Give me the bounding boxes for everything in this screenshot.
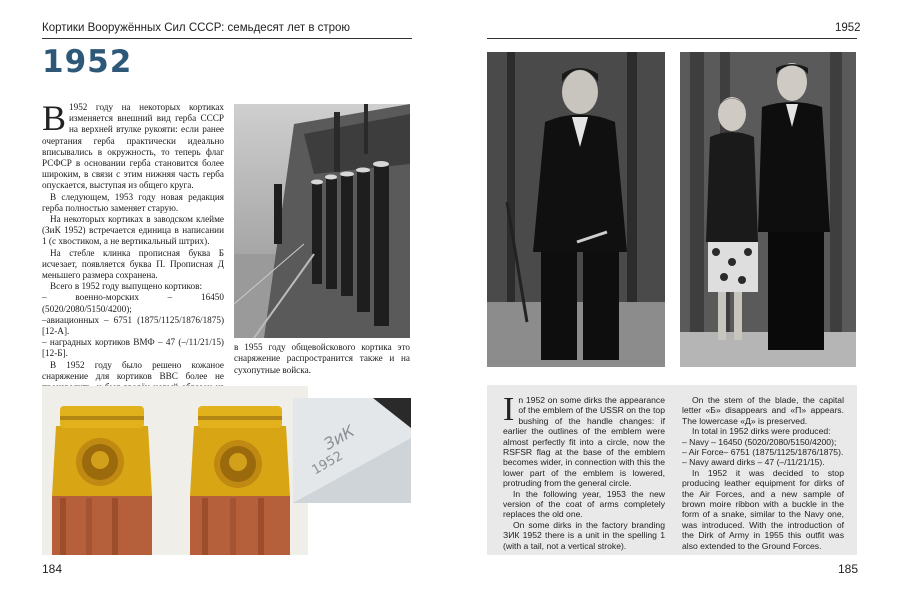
page-number-left: 184 xyxy=(42,562,63,576)
ship-deck-photo xyxy=(234,104,410,338)
photo-caption: в 1955 году общевойскового кортика это снаряжение распространится также и на сухопутные войска. xyxy=(234,342,410,375)
blade-engraving-photo xyxy=(293,398,411,503)
ru-list-item: – наградных кортиков ВМФ – 47 (–/11/21/15) [12-Б]. xyxy=(42,337,224,359)
ru-list-item: –авиационных – 6751 (1875/1125/1876/1875) [12-А]. xyxy=(42,314,224,337)
dirk-handles-photo xyxy=(42,386,308,555)
en-paragraph-1: In 1952 on some dirks the appearance of the emblem of the USSR on the top bushing of the handle changes: if earlier the outlines of the emblem were almost perfectly fit into a circle, now the RSFSR flag at the base of the emblem becomes wider, in connection with this the lower part of the emblem is lowered, protruding from the general circle. xyxy=(503,391,665,489)
ru-paragraph: В 1952 году было решено кожаное снаряжение для кортиков ВВС более не xyxy=(42,359,224,381)
russian-body-text xyxy=(42,98,224,427)
ru-list-item: – военно-морских – 16450 (5020/2080/5150/4200); xyxy=(42,292,224,314)
ru-paragraph: На некоторых кортиках в заводском клейме (ЗиК 1952) встречается единица в написании 1 (с хвостиком, а не вертикальный штрих). xyxy=(42,214,224,247)
ru-paragraph: В следующем, 1953 году новая редакция герба полностью заменяет старую. xyxy=(42,191,224,213)
engraving-year: 1952 xyxy=(309,448,346,479)
officer-portrait-photo xyxy=(487,52,665,367)
ru-paragraph: Всего в 1952 году выпущено кортиков: xyxy=(50,281,203,292)
dropcap-en: I xyxy=(503,391,515,428)
en-list-item: – Air Force– 6751 (1875/1125/1876/1875). xyxy=(682,447,844,458)
en-paragraph: On the stem of the blade, the capital letter «Б» disappears and «П» appears. The lowercase «Д» is preserved. xyxy=(682,395,844,426)
header-rule-right xyxy=(487,38,857,39)
couple-portrait-photo xyxy=(680,52,856,367)
header-rule-left xyxy=(42,38,412,39)
dropcap-ru: В xyxy=(42,98,67,138)
en-list-item: – Navy award dirks – 47 (–/11/21/15). xyxy=(682,457,825,468)
en-paragraph: In 1952 it was decided to stop producing leather equipment for dirks of the Air Forces, and a new sample of brown moire ribbon with a buckle in the form of a snake, similar to the Navy one, was introduced. With the introduction of the Dirk of Army in 1955 this outfit was also extended to the Ground Forces. xyxy=(682,467,844,551)
en-list-item: – Navy – 16450 (5020/2080/5150/4200); xyxy=(682,436,837,447)
english-column-1 xyxy=(503,391,665,551)
ru-paragraph: На стебле клинка прописная буква Б исчезает, появляется буква П. Прописная Д меньшего размера сохранена. xyxy=(42,247,224,281)
en-paragraph: On some dirks in the factory branding ЗИК 1952 there is a unit in the spelling 1 (with a tail, not a vertical stroke). xyxy=(503,519,665,551)
right-page xyxy=(450,0,900,597)
engraving-text: ЗиК xyxy=(320,421,358,454)
page-number-right: 185 xyxy=(838,562,859,576)
english-column-2 xyxy=(682,395,844,551)
ru-paragraph-1: В 1952 году на некоторых кортиках изменяется внешний вид герба СССР на верхней втулке рукояти: если ранее очертания герба практически идеально вписывались в окружность, то теперь флаг РСФСР в основании герба становится более широким, в связи с этим нижняя часть герба опускается, выступая из общего круга. xyxy=(42,98,224,191)
en-paragraph: In the following year, 1953 the new version of the coat of arms completely replaces the old one. xyxy=(503,488,665,520)
running-head-right: 1952 xyxy=(835,22,861,34)
year-heading: 1952 xyxy=(42,44,133,80)
running-head-left: Кортики Вооружённых Сил СССР: семьдесят лет в строю xyxy=(42,22,351,34)
en-paragraph: In total in 1952 dirks were produced: xyxy=(692,426,831,437)
